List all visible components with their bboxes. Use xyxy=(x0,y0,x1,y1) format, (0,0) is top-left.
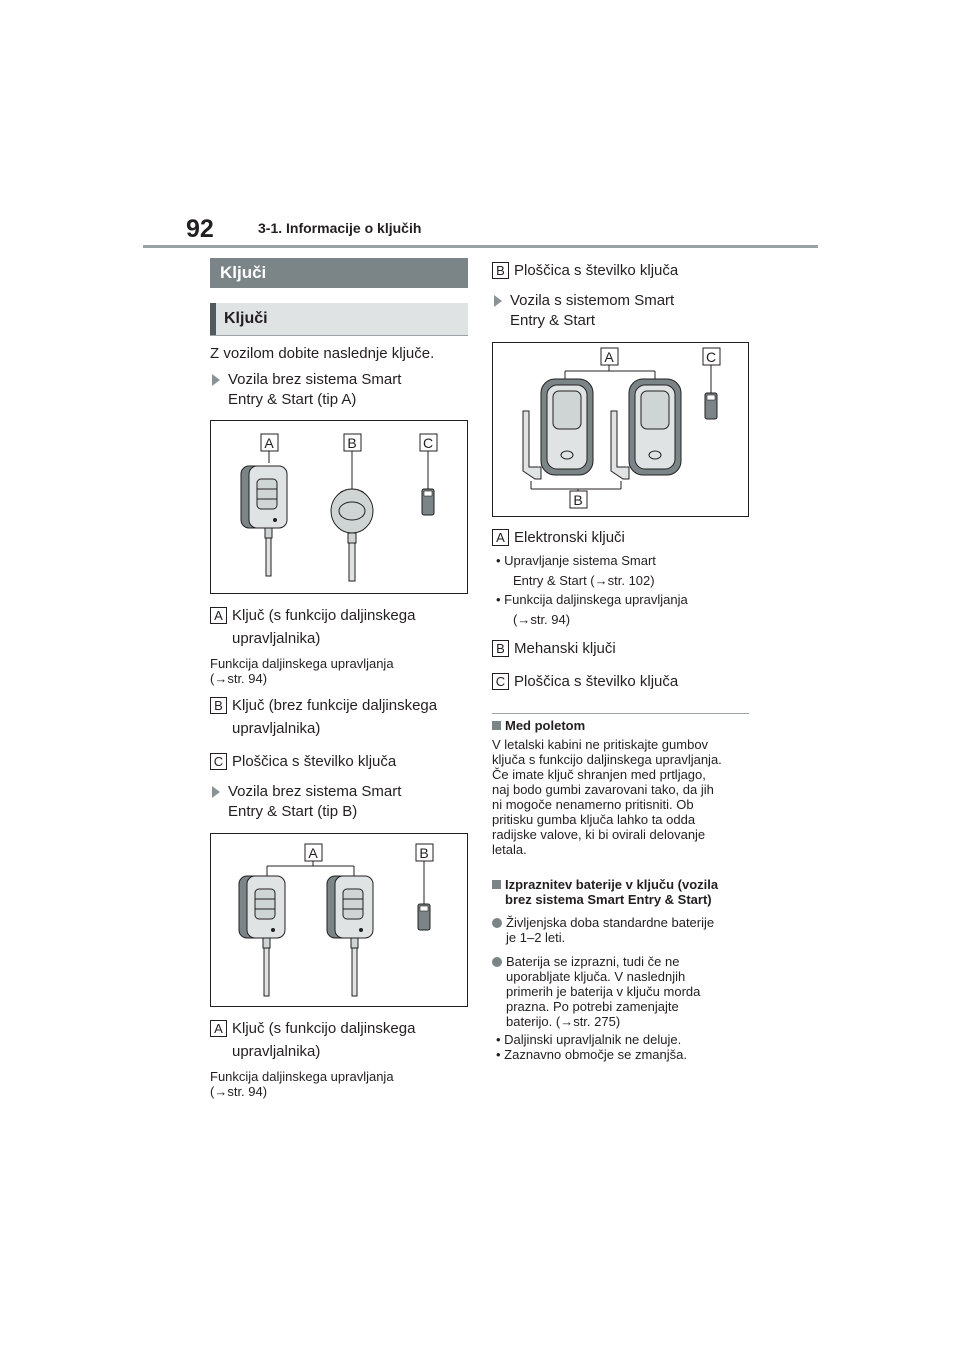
page-number: 92 xyxy=(186,215,214,243)
section-divider xyxy=(492,713,749,714)
battery-symptoms: • Daljinski upravljalnik ne deluje. • Zaznavno območje se zmanjša. xyxy=(496,1032,687,1062)
type-b-heading: Vozila brez sistema Smart Entry & Start (tip B) xyxy=(228,782,401,822)
smart-entry-heading: Vozila s sistemom Smart Entry & Start xyxy=(510,291,674,331)
note-remote-function: Funkcija daljinskega upravljanja (→str. 94) xyxy=(210,656,394,686)
circle-bullet-icon xyxy=(492,918,502,928)
remote-key-icon xyxy=(239,876,285,996)
intro-text: Z vozilom dobite naslednje ključe. xyxy=(210,345,435,362)
remote-key-icon xyxy=(241,466,287,576)
callout-a: A xyxy=(308,845,318,861)
callout-b: B xyxy=(347,435,357,451)
figure-keys-type-a xyxy=(210,420,468,594)
keys-illustration-b xyxy=(211,834,467,1006)
label-a: A xyxy=(210,1020,227,1037)
smart-key-icon xyxy=(611,379,681,479)
callout-a: A xyxy=(604,349,614,365)
label-a: A xyxy=(492,529,509,546)
item-c-plate: C Ploščica s številko ključa xyxy=(492,672,752,692)
label-c: C xyxy=(492,673,509,690)
callout-b: B xyxy=(419,845,429,861)
item-b-key-no-remote: B Ključ (brez funkcije daljinskega upravljalnika) xyxy=(210,696,470,740)
type-a-heading: Vozila brez sistema Smart Entry & Start (tip A) xyxy=(228,370,401,410)
key-number-plate-icon xyxy=(418,904,430,930)
header-rule xyxy=(143,245,818,248)
label-c: C xyxy=(210,753,227,770)
keys-illustration xyxy=(211,421,467,593)
square-bullet-icon xyxy=(492,721,501,730)
key-number-plate-icon xyxy=(422,489,434,515)
figure-keys-type-b xyxy=(210,833,468,1007)
toyota-key-icon xyxy=(331,489,373,581)
item-c-plate: C Ploščica s številko ključa xyxy=(210,752,470,772)
battery-discharge-text: Baterija se izprazni, tudi če ne uporabljate ključa. V naslednjih primerih je baterija v ključu morda prazna. Po potrebi zamenjajte baterijo. (→str. 275) xyxy=(506,954,756,1029)
item-a-key-remote: A Ključ (s funkcijo daljinskega upravljalnika) xyxy=(210,606,470,650)
figure-keys-smart xyxy=(492,342,749,517)
flight-heading: Med poletom xyxy=(492,718,754,733)
arrow-icon xyxy=(212,786,220,798)
smart-keys-illustration xyxy=(493,343,748,516)
callout-c: C xyxy=(422,435,434,451)
battery-heading: Izpraznitev baterije v ključu (vozila brez sistema Smart Entry & Start) xyxy=(492,877,754,907)
item-b-mechanical-keys: B Mehanski ključi xyxy=(492,639,752,659)
key-number-plate-icon xyxy=(705,393,717,419)
label-a: A xyxy=(210,607,227,624)
flight-section xyxy=(492,718,754,857)
chapter-title: 3-1. Informacije o ključih xyxy=(258,220,422,236)
item-b-plate-top: B Ploščica s številko ključa xyxy=(492,261,752,281)
label-b: B xyxy=(210,697,227,714)
bullet-remote-function: • Funkcija daljinskega upravljanja (→str. 94) xyxy=(496,592,688,627)
callout-c: C xyxy=(705,349,717,365)
label-b: B xyxy=(492,262,509,279)
section-title: Ključi xyxy=(210,258,468,288)
arrow-icon xyxy=(212,374,220,386)
arrow-icon xyxy=(494,295,502,307)
subsection-title: Ključi xyxy=(210,303,468,335)
callout-a: A xyxy=(264,435,274,451)
battery-life-text: Življenjska doba standardne baterije je 1–2 leti. xyxy=(506,915,756,945)
note-remote-function-2: Funkcija daljinskega upravljanja (→str. 94) xyxy=(210,1069,394,1099)
circle-bullet-icon xyxy=(492,957,502,967)
square-bullet-icon xyxy=(492,880,501,889)
label-b: B xyxy=(492,640,509,657)
item-a-electronic-keys: A Elektronski ključi xyxy=(492,528,752,548)
subsection-rule xyxy=(210,335,468,336)
flight-body: V letalski kabini ne pritiskajte gumbov ključa s funkcijo daljinskega upravljanja. Če imate ključ shranjen med prtljago, naj bodo gumbi zavarovani tako, da jih ni mogoče nenamerno pritisniti. Ob pritisku gumba ključa lahko ta odda radijske valove, ki bi ovirali delovanje letala. xyxy=(492,737,722,857)
callout-b: B xyxy=(573,492,583,508)
smart-key-icon xyxy=(523,379,593,479)
item-a2-key-remote: A Ključ (s funkcijo daljinskega upravljalnika) xyxy=(210,1019,470,1063)
remote-key-icon xyxy=(327,876,373,996)
bullet-smart-entry: • Upravljanje sistema Smart Entry & Start (→str. 102) xyxy=(496,553,656,588)
